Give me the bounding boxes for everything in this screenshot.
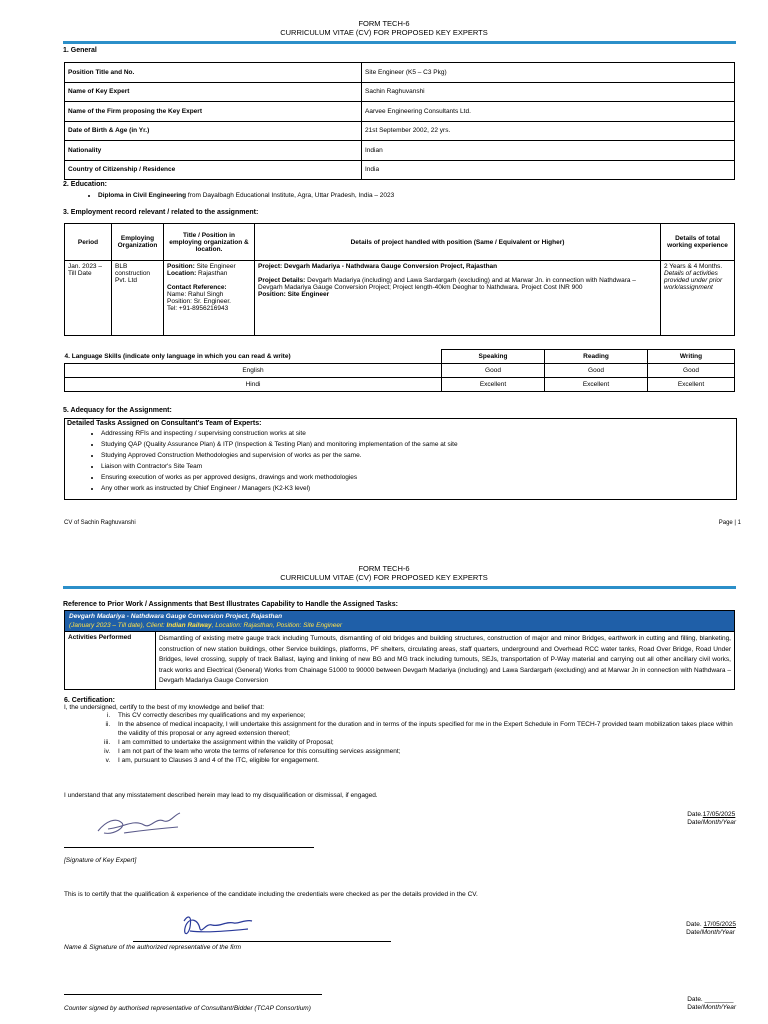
table-row (65, 141, 735, 161)
list-item: • Any other work as instructed by Chief Engineer / Managers (K2-K3 level) (101, 483, 736, 494)
table-row (65, 102, 735, 122)
certify-statement: This is to certify that the qualification & experience of the candidate including the credentials were checked as per the details provided in the CV. (64, 891, 478, 898)
project-position: Position: Site Engineer (258, 291, 330, 298)
date-format-b: Month/Year (701, 929, 735, 936)
column-header: Writing (648, 350, 735, 364)
date-block-1 (687, 811, 736, 827)
table-row (65, 261, 735, 336)
reference-heading: Reference to Prior Work / Assignments that Best Illustrates Capability to Handle the Assigned Tasks: (63, 601, 398, 608)
certification-list (64, 711, 736, 765)
language-name: English (65, 364, 442, 378)
certification (64, 697, 736, 765)
contact-name: Name: Rahul Singh (167, 291, 224, 298)
reference-project: Devgarh Madariya - Nathdwara Gauge Conversion Project, Rajasthan (69, 613, 283, 620)
understand-statement: I understand that any misstatement described herein may lead to my disqualification or dismissal, if engaged. (64, 792, 378, 799)
details-value: Devgarh Madariya (including) and Lawa Sardargarh (excluding) and at Marwar Jn. in connection with Nathdwara – Devgarh Madariya Gauge Conversion Project; Project length-40km Deoghar to Nathdwara. Project Cost INR 900 (258, 277, 636, 291)
table-row (65, 611, 735, 632)
general-value: Indian (362, 141, 735, 161)
signature-expert-label: [Signature of Key Expert] (64, 857, 137, 864)
general-value: Sachin Raghuvanshi (362, 82, 735, 102)
date-label: Date. (686, 921, 702, 928)
list-item: ii. In the absence of medical incapacity, I will undertake this assignment for the duration and in terms of the inputs specified for me in the Expert Schedule in Form TECH-7 provided team mobilization takes place within the validity of this proposal or any agreed extension thereof; (112, 720, 736, 738)
form-number: FORM TECH-6 (358, 564, 410, 573)
date-value: 17/05/2025 (703, 921, 736, 928)
writing: Good (648, 364, 735, 378)
general-value: 21st September 2002, 22 yrs. (362, 121, 735, 141)
reference-rest: , Location: Rajasthan, Position: Site Engineer (211, 622, 343, 629)
date-format-a: Date/ (687, 1004, 703, 1011)
activities-label: Activities Performed (65, 632, 156, 690)
position-value: Site Engineer (194, 263, 236, 270)
date-format-b: Month/Year (702, 1004, 736, 1011)
certification-heading: 6. Certification: (64, 697, 115, 704)
table-row (65, 378, 735, 392)
list-item: • Addressing RFIs and inspecting / supervising construction works at site (101, 428, 736, 439)
table-row (65, 350, 735, 364)
adequacy-subheading: Detailed Tasks Assigned on Consultant's Team of Experts: (67, 420, 262, 427)
general-label: Position Title and No. (65, 63, 362, 83)
speaking: Excellent (442, 378, 545, 392)
general-table (64, 62, 735, 180)
date-label: Date. (687, 811, 703, 818)
table-row (65, 224, 735, 261)
footer-cv: CV of Sachin Raghuvanshi (64, 520, 136, 526)
signature-firm-image (176, 911, 256, 943)
table-row (65, 632, 735, 690)
signature-line-counter (64, 994, 322, 995)
list-item: • Studying QAP (Quality Assurance Plan) & ITP (Inspection & Testing Plan) and monitoring implementation of the same at site (101, 439, 736, 450)
signature-line-expert (64, 847, 314, 848)
adequacy-heading: 5. Adequacy for the Assignment: (63, 407, 172, 414)
adequacy-box (64, 418, 737, 500)
general-value: Site Engineer (K5 – C3 Pkg) (362, 63, 735, 83)
general-heading: 1. General (63, 47, 97, 54)
date-value: ________ (704, 996, 734, 1003)
project-cell (255, 261, 661, 336)
page-2 (0, 555, 768, 1024)
general-label: Name of Key Expert (65, 82, 362, 102)
language-table (64, 349, 735, 392)
project-name: Devgarh Madariya - Nathdwara Gauge Conversion Project, Rajasthan (282, 263, 498, 270)
signature-counter-label: Counter signed by authorised representative of Consultant/Bidder (TCAP Consortium) (64, 1005, 311, 1012)
signature-firm-label: Name & Signature of the authorized representative of the firm (64, 944, 242, 951)
list-item: • Studying Approved Construction Methodologies and supervision of works as per the same. (101, 450, 736, 461)
position-label: Position: (167, 263, 195, 270)
general-label: Nationality (65, 141, 362, 161)
degree: Diploma in Civil Engineering (98, 192, 187, 199)
contact-position: Position: Sr. Engineer. (167, 298, 231, 305)
header-rule (63, 41, 736, 44)
date-format-b: Month/Year (702, 819, 736, 826)
period: Jan. 2023 – Till Date (65, 261, 112, 336)
location-value: Rajasthan (196, 270, 228, 277)
date-value: 17/05/2025 (702, 811, 736, 818)
degree-detail: from Dayalbagh Educational Institute, Agra, Uttar Pradesh, India – 2023 (186, 192, 395, 199)
writing: Excellent (648, 378, 735, 392)
date-block-3 (687, 996, 736, 1012)
location-label: Location: (167, 270, 197, 277)
general-label: Name of the Firm proposing the Key Expert (65, 102, 362, 122)
language-name: Hindi (65, 378, 442, 392)
speaking: Good (442, 364, 545, 378)
experience-cell (661, 261, 735, 336)
date-label: Date. (687, 996, 703, 1003)
employment-heading: 3. Employment record relevant / related to the assignment: (63, 209, 259, 216)
column-header: Title / Position in employing organization & location. (164, 224, 255, 261)
column-header: Details of total working experience (661, 224, 735, 261)
reference-dates: (January 2023 – Till date), Client: (69, 622, 167, 629)
header-rule (63, 586, 736, 589)
form-title: CURRICULUM VITAE (CV) FOR PROPOSED KEY EXPERTS (280, 28, 488, 37)
list-item (98, 190, 394, 201)
column-header: Speaking (442, 350, 545, 364)
table-row (65, 364, 735, 378)
list-item: • Liaison with Contractor's Site Team (101, 461, 736, 472)
table-row (65, 121, 735, 141)
table-row (65, 82, 735, 102)
education-list (68, 190, 394, 201)
experience-years: 2 Years & 4 Months. (664, 263, 723, 270)
list-item: iv. I am not part of the team who wrote the terms of reference for this consulting services assignment; (112, 747, 736, 756)
column-header: Details of project handled with position (Same / Equivalent or Higher) (255, 224, 661, 261)
general-label: Country of Citizenship / Residence (65, 160, 362, 180)
reference-project-cell (65, 611, 735, 632)
project-label: Project: (258, 263, 283, 270)
signature-line-firm (133, 941, 391, 942)
signature-expert-image (94, 807, 186, 841)
experience-note: Details of activities provided under prior work/assignment (664, 270, 723, 291)
task-list (65, 428, 736, 494)
list-item: v. I am, pursuant to Clauses 3 and 4 of the ITC, eligible for engagement. (112, 756, 736, 765)
footer-page: Page | 1 (718, 520, 741, 526)
form-number: FORM TECH-6 (358, 19, 410, 28)
education-heading: 2. Education: (63, 181, 107, 188)
general-label: Date of Birth & Age (in Yr.) (65, 121, 362, 141)
column-header: Period (65, 224, 112, 261)
general-value: India (362, 160, 735, 180)
reference-table (64, 610, 735, 690)
contact-label: Contact Reference: (167, 284, 227, 291)
general-value: Aarvee Engineering Consultants Ltd. (362, 102, 735, 122)
table-row (65, 160, 735, 180)
details-label: Project Details: (258, 277, 306, 284)
column-header: Reading (545, 350, 648, 364)
reading: Excellent (545, 378, 648, 392)
table-row (65, 63, 735, 83)
employment-table (64, 223, 735, 336)
column-header: Employing Organization (112, 224, 164, 261)
certification-intro: I, the undersigned, certify to the best of my knowledge and belief that: (64, 704, 265, 711)
activities-text: Dismantling of existing metre gauge track including Turnouts, dismantling of old bridges and building structures, construction of major and minor Bridges, earthwork in cutting and filling, blanketing, construction of new station buildings, other Service buildings, platforms, PF shelters, circulating areas, staff quarters, underground and Overhead RCC water tanks, Road Over Bridge, Road Under Bridges, level crossing, supply of track Ballast, laying and linking of new BG and MG track including turnouts, SEJs, transportation of P-Way material and carrying out all other ancillary civil works, track works and Electrical (General) Works from Chainage 51000 to 90000 between Devgarh Madariya (including) and Lawa Sardargarh (excluding) and at Marwar Jn in connection with Nathdwara – Devgarh Madariya Gauge Conversion (156, 632, 735, 690)
language-heading: 4. Language Skills (indicate only language in which you can read & write) (64, 352, 291, 360)
position-cell (164, 261, 255, 336)
contact-tel: Tel: +91-8956216943 (167, 305, 229, 312)
date-format-a: Date/ (687, 819, 703, 826)
employer: BLB construction Pvt. Ltd (112, 261, 164, 336)
list-item: i. This CV correctly describes my qualifications and my experience; (112, 711, 736, 720)
reference-client: Indian Railway (166, 622, 212, 629)
date-block-2 (686, 921, 736, 937)
date-format-a: Date/ (686, 929, 702, 936)
list-item: iii. I am committed to undertake the assignment within the validity of Proposal; (112, 738, 736, 747)
form-title: CURRICULUM VITAE (CV) FOR PROPOSED KEY EXPERTS (280, 573, 488, 582)
list-item: • Ensuring execution of works as per approved designs, drawings and work methodologies (101, 472, 736, 483)
reading: Good (545, 364, 648, 378)
